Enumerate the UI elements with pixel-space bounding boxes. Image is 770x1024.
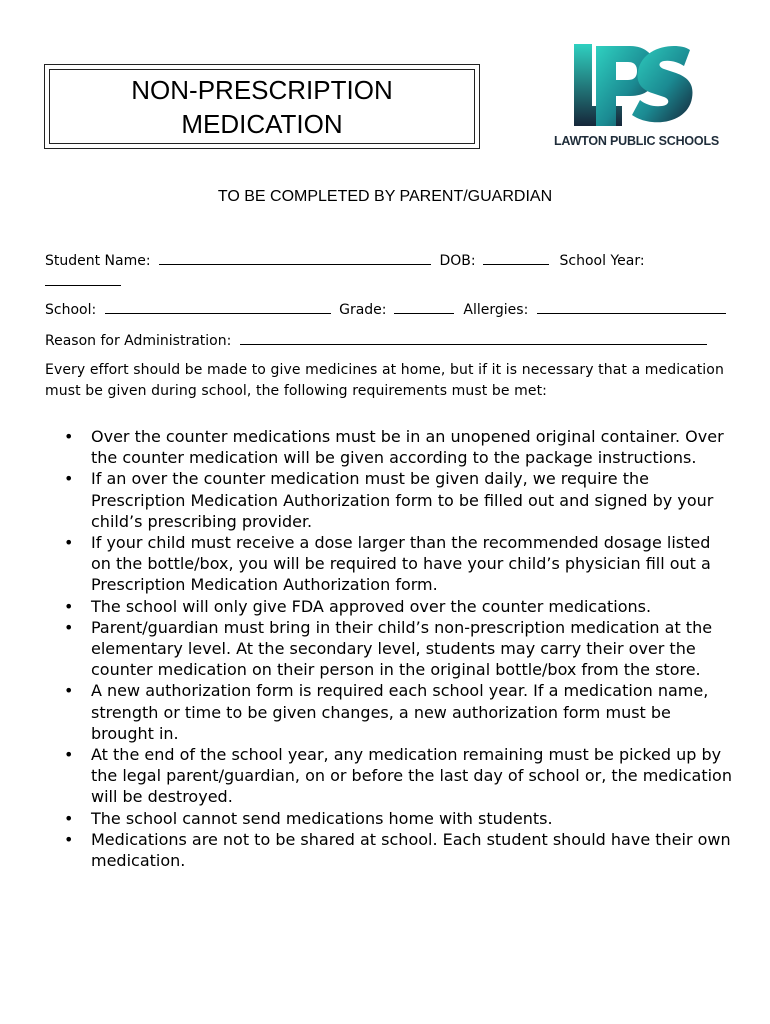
- lps-logo-mark: [552, 40, 712, 132]
- grade-label: Grade:: [339, 302, 387, 318]
- requirement-item: • Medications are not to be shared at school. Each student should have their own medication.: [62, 829, 732, 871]
- reason-row: [45, 331, 707, 349]
- school-year-row: [45, 272, 121, 290]
- requirement-item: • At the end of the school year, any medication remaining must be picked up by the legal parent/guardian, on or before the last day of school or, the medication will be destroyed.: [62, 744, 732, 808]
- requirement-item: • Over the counter medications must be in an unopened original container. Over the counter medication will be given according to the package instructions.: [62, 426, 732, 468]
- allergies-label: Allergies:: [463, 302, 529, 318]
- title-line-2: MEDICATION: [181, 108, 343, 139]
- dob-label: DOB:: [439, 253, 476, 269]
- grade-field[interactable]: [394, 300, 454, 314]
- reason-field[interactable]: [240, 331, 707, 345]
- form-subtitle: TO BE COMPLETED BY PARENT/GUARDIAN: [217, 188, 553, 205]
- title-line-1: NON-PRESCRIPTION: [131, 74, 393, 105]
- allergies-field[interactable]: [537, 300, 726, 314]
- student-name-field[interactable]: [159, 251, 431, 265]
- school-field[interactable]: [105, 300, 331, 314]
- school-year-field[interactable]: [45, 272, 121, 286]
- requirement-item: • The school will only give FDA approved over the counter medications.: [62, 596, 732, 617]
- requirement-item: • Parent/guardian must bring in their child’s non-prescription medication at the elementary level. At the secondary level, students may carry their over the counter medication on their person in the original bottle/box from the store.: [62, 617, 732, 681]
- reason-label: Reason for Administration:: [45, 333, 232, 349]
- student-info-row: [45, 251, 645, 269]
- requirements-list: [62, 426, 732, 871]
- requirement-item: • A new authorization form is required each school year. If a medication name, strength or time to be given changes, a new authorization form must be brought in.: [62, 680, 732, 744]
- intro-paragraph: Every effort should be made to give medicines at home, but if it is necessary that a medication must be given during school, the following requirements must be met:: [45, 362, 724, 399]
- dob-field[interactable]: [483, 251, 549, 265]
- requirement-item: • If your child must receive a dose larger than the recommended dosage listed on the bottle/box, you will be required to have your child’s physician fill out a Prescription Medication Authorization form.: [62, 532, 732, 596]
- student-name-label: Student Name:: [45, 253, 151, 269]
- title-inner-frame: [49, 69, 475, 144]
- lps-logo-text: LAWTON PUBLIC SCHOOLS: [554, 134, 720, 148]
- school-label: School:: [45, 302, 97, 318]
- school-info-row: [45, 300, 726, 318]
- title-box: [44, 64, 480, 149]
- requirement-item: • If an over the counter medication must be given daily, we require the Prescription Medication Authorization form to be filled out and signed by your child’s prescribing provider.: [62, 468, 732, 532]
- requirement-item: • The school cannot send medications home with students.: [62, 808, 732, 829]
- lps-logo: [552, 40, 720, 152]
- school-year-label: School Year:: [559, 253, 645, 269]
